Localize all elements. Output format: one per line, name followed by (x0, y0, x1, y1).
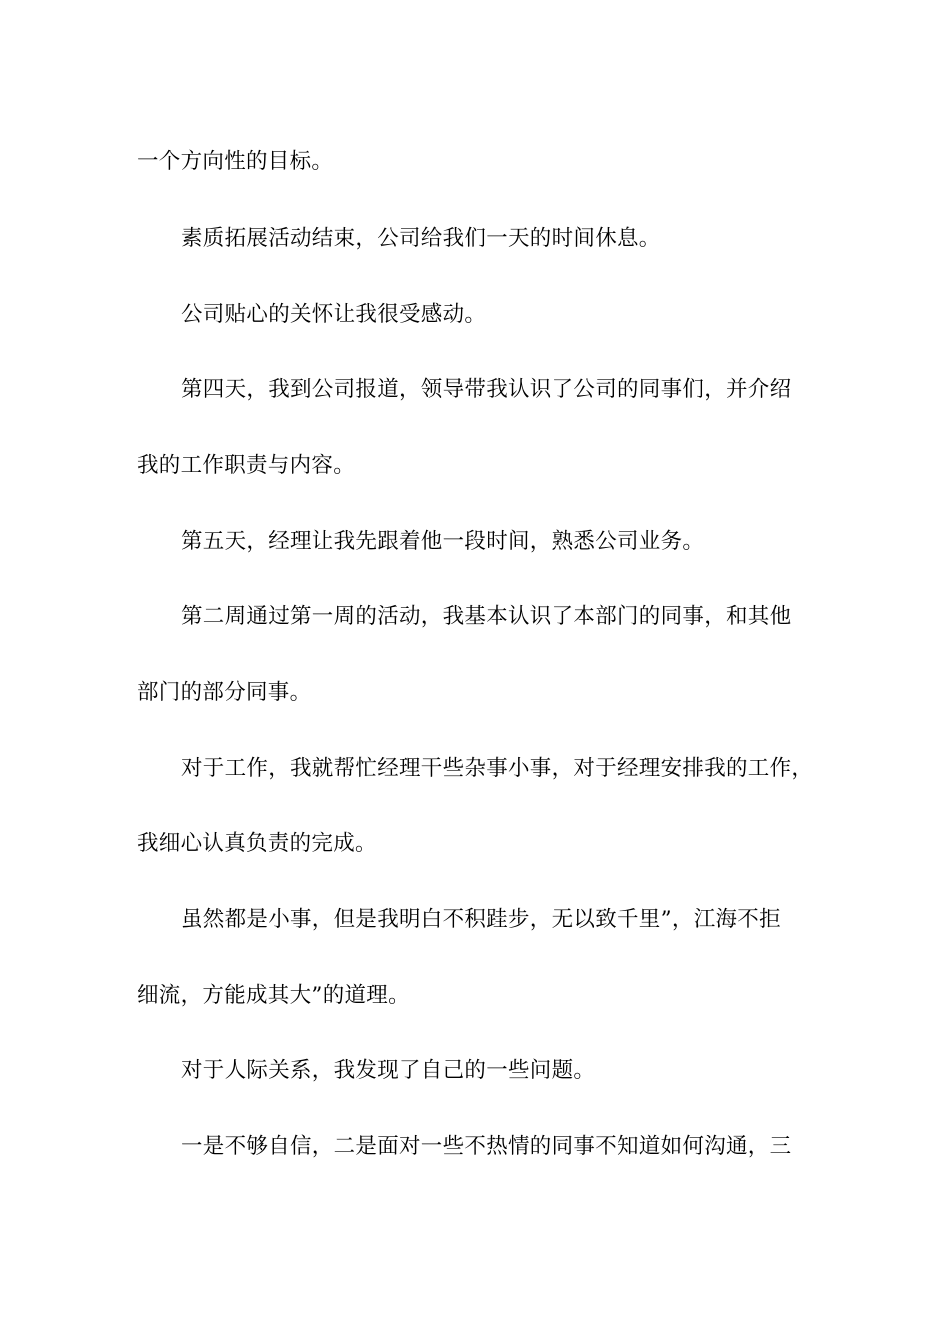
text-line: 公司贴心的关怀让我很受感动。 (181, 302, 487, 327)
text-line: 一个方向性的目标。 (137, 149, 334, 174)
text-line: 细流，方能成其大”的道理。 (137, 983, 410, 1008)
text-line: 我的工作职责与内容。 (137, 453, 356, 478)
text-line: 第四天，我到公司报道，领导带我认识了公司的同事们，并介绍 (181, 377, 792, 402)
text-line: 一是不够自信，二是面对一些不热情的同事不知道如何沟通，三 (181, 1134, 792, 1159)
text-line: 虽然都是小事，但是我明白不积跬步，无以致千里”，江海不拒 (181, 907, 781, 932)
text-line: 第二周通过第一周的活动，我基本认识了本部门的同事，和其他 (181, 604, 792, 629)
text-line: 素质拓展活动结束，公司给我们一天的时间休息。 (181, 226, 661, 251)
text-line: 对于人际关系，我发现了自己的一些问题。 (181, 1058, 596, 1083)
text-line: 第五天，经理让我先跟着他一段时间，熟悉公司业务。 (181, 529, 705, 554)
text-line: 我细心认真负责的完成。 (137, 831, 377, 856)
text-line: 对于工作，我就帮忙经理干些杂事小事，对于经理安排我的工作， (181, 756, 814, 781)
text-line: 部门的部分同事。 (137, 680, 312, 705)
